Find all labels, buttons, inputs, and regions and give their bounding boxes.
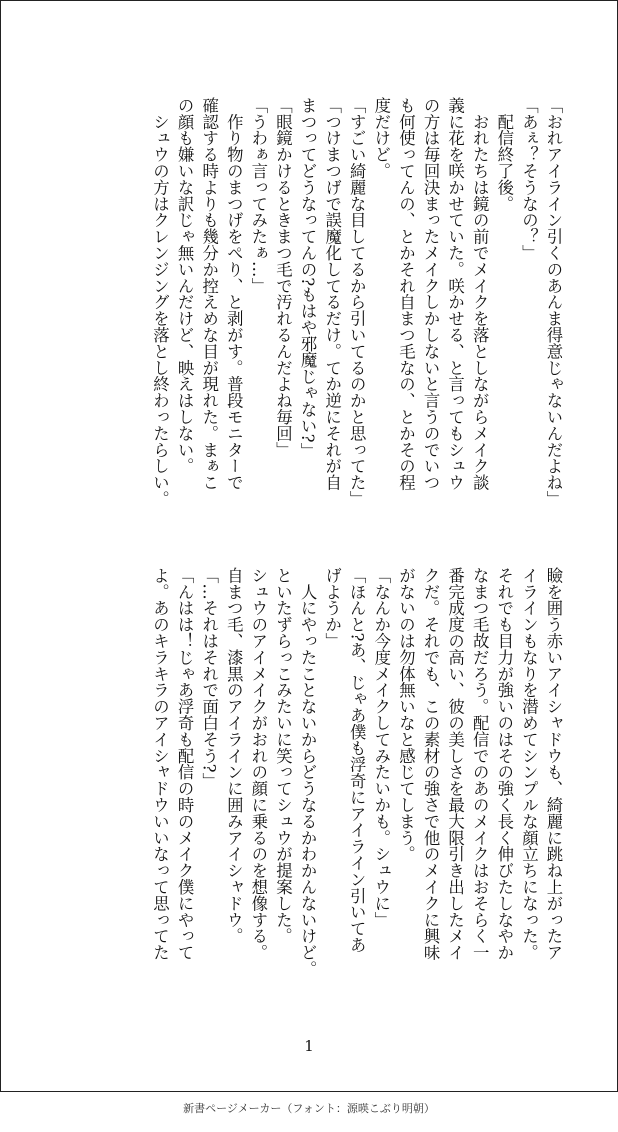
text-line: 「…それはそれで面白そう?」	[199, 567, 219, 789]
text-line: 人にやったことないからどうなるかわかんないけど。	[298, 567, 318, 977]
text-line: おれたちは鏡の前でメイクを落としながらメイク談	[470, 97, 490, 491]
text-line: クだ。それでも、この素材の強さで他のメイクに興味	[421, 567, 441, 961]
text-line: 「眼鏡かけるときまつ毛で汚れるんだよね毎回」	[273, 97, 293, 458]
text-line: も何使ってんの、とかそれ自まつ毛なの、とかその程	[396, 97, 416, 491]
text-line: シュウの方はクレンジングを落とし終わったらしい。	[150, 97, 170, 507]
text-line: 「おれアイライン引くのあんま得意じゃないんだよね」	[544, 97, 563, 507]
text-line: 配信終了後。	[494, 97, 514, 212]
text-line: の顔も嫌いな訳じゃ無いんだけど、映えはしない。	[175, 97, 195, 475]
footer-caption: 新書ページメーカー（フォント：源暎こぶり明朝）	[183, 1102, 435, 1115]
text-line: 自まつ毛、漆黒のアイラインに囲みアイシャドウ。	[224, 567, 244, 945]
text-line: 「すごい綺麗な目してるから引いてるのかと思ってた」	[347, 97, 367, 507]
text-line: まつってどうなってんの?もはや邪魔じゃない?」	[298, 97, 318, 459]
text-line: よ。あのキラキラのアイシャドウいいなって思ってた	[150, 567, 170, 961]
text-line: イラインもなりを潜めてシンプルな顔立ちになった。	[519, 567, 539, 961]
text-line: 番完成度の高い、彼の美しさを最大限引き出したメイ	[445, 567, 465, 961]
text-line: 度だけど。	[371, 97, 391, 179]
text-line: 「うわぁ言ってみたぁ…」	[248, 97, 268, 294]
text-line: シュウのアイメイクがおれの顔に乗るのを想像する。	[248, 567, 268, 961]
text-line: 瞼を囲う赤いアイシャドウも、綺麗に跳ね上がったア	[544, 567, 563, 961]
text-line: 「んはは！じゃあ浮奇も配信の時のメイク僕にやって	[175, 567, 195, 961]
text-line: 「ほんと?あ、じゃあ僕も浮奇にアイライン引いてあ	[347, 567, 367, 953]
text-line: がないのは勿体無いなと感じてしまう。	[396, 567, 416, 863]
text-line: といたずらっこみたいに笑ってシュウが提案した。	[273, 567, 293, 945]
text-line: の方は毎回決まったメイクしかしないと言うのでいつ	[421, 97, 441, 491]
page-number: 1	[304, 1037, 314, 1055]
text-line: 確認する時よりも幾分か控えめな目が現れた。まぁこ	[199, 97, 219, 491]
text-block-bottom	[147, 567, 565, 1007]
text-line: それでも目力が強いのはその強く長く伸びたしなやか	[494, 567, 514, 961]
text-line: 「あぇ？そうなの？」	[519, 97, 539, 261]
text-line: 義に花を咲かせていた。咲かせる、と言ってもシュウ	[445, 97, 465, 491]
text-line: 「つけまつげで誤魔化してるだけ。てか逆にそれが自	[322, 97, 342, 491]
text-line: 「なんか今度メイクしてみたいかも。シュウに」	[371, 567, 391, 928]
text-line: 作り物のまつげをぺり、と剥がす。普段モニターで	[224, 97, 244, 491]
text-block-top	[147, 97, 565, 537]
text-line: なまつ毛故だろう。配信でのあのメイクはおそらく一	[470, 567, 490, 961]
text-line: げようか」	[322, 567, 342, 649]
